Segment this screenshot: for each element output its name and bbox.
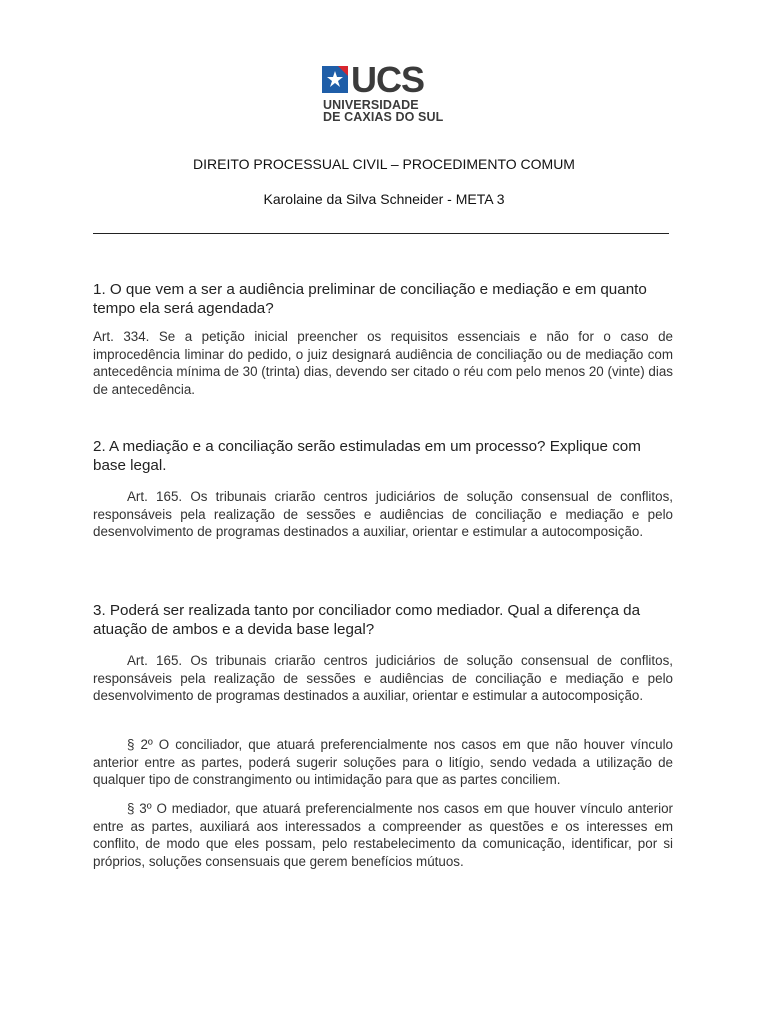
answer-3-art165: Art. 165. Os tribunais criarão centros judiciários de solução consensual de conflitos, responsáveis pela realização de sessões e audiências de conciliação e mediação e pelo desenvolvimento de programas destinados a auxiliar, orientar e estimular a autocomposição.: [93, 653, 673, 704]
question-3: 3. Poderá ser realizada tanto por conciliador como mediador. Qual a diferença da atuação de ambos e a devida base legal?: [93, 602, 641, 638]
divider-line: [93, 233, 669, 234]
answer-2-paragraph: Art. 165. Os tribunais criarão centros judiciários de solução consensual de conflitos, responsáveis pela realização de sessões e audiências de conciliação e mediação e pelo desenvolvimento de programas destinados a auxiliar, orientar e estimular a autocomposição.: [93, 489, 673, 540]
logo-city-line: DE CAXIAS DO SUL: [323, 110, 444, 124]
answer-1-paragraph: Art. 334. Se a petição inicial preencher os requisitos essenciais e não for o caso de improcedência liminar do pedido, o juiz designará audiência de conciliação ou de mediação com antecedência mínima de 30 (trinta) dias, devendo ser citado o réu com pelo menos 20 (vinte) dias de antecedência.: [93, 329, 673, 398]
question-2: 2. A mediação e a conciliação serão estimuladas em um processo? Explique com base legal.: [93, 438, 641, 474]
student-line: Karolaine da Silva Schneider - META 3: [263, 191, 505, 207]
answer-3-paragraph-3: § 3º O mediador, que atuará preferencialmente nos casos em que houver vínculo anterior entre as partes, auxiliará aos interessados a compreender as questões e os interesses em conflito, de modo que eles possam, pelo restabelecimento da comunicação, identificar, por si próprios, soluções consensuais que gerem benefícios mútuos.: [93, 801, 673, 870]
question-1: 1. O que vem a ser a audiência preliminar de conciliação e mediação e em quanto tempo ela será agendada?: [93, 281, 647, 317]
course-title: DIREITO PROCESSUAL CIVIL – PROCEDIMENTO COMUM: [193, 156, 575, 172]
logo-text: UCS: [351, 59, 425, 100]
logo-university-line: UNIVERSIDADE: [323, 98, 419, 112]
answer-3-paragraph-2: § 2º O conciliador, que atuará preferencialmente nos casos em que não houver vínculo anterior entre as partes, poderá sugerir soluções para o litígio, sendo vedada a utilização de qualquer tipo de constrangimento ou intimidação para que as partes conciliem.: [93, 737, 673, 788]
